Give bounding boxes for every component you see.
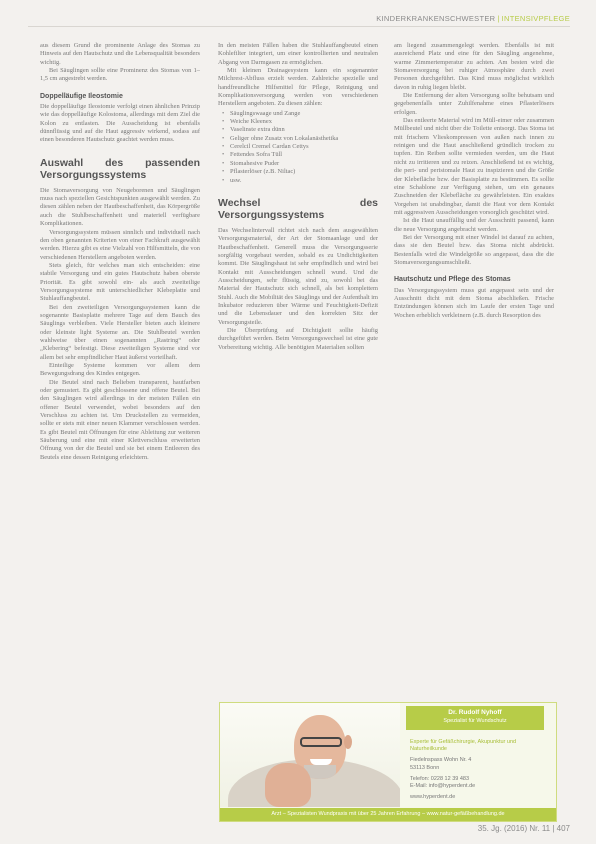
page-number: 35. Jg. (2016) Nr. 11 | 407 bbox=[477, 824, 570, 833]
list-item: • Cerelcil Cremel Cardan Cettys bbox=[230, 143, 378, 151]
doctor-name: Dr. Rudolf Nyhoff bbox=[448, 709, 502, 716]
ad-specialty: Experte für Gefäßchirurgie, Akupunktur und Naturheilkunde bbox=[410, 739, 517, 753]
ad-website-link[interactable]: www.hyperdent.de bbox=[410, 794, 456, 801]
glasses-shape bbox=[300, 737, 342, 747]
advertisement-box[interactable] bbox=[219, 702, 557, 822]
paragraph: In den meisten Fällen haben die Stuhlauffangbeutel einen Kohlefilter integriert, um einer kontrollierten und neutralen Abgang von Darmgasen zu ermöglichen. bbox=[218, 42, 378, 66]
ad-address-line: Fiedelnspass Wohn Nr. 4 bbox=[410, 757, 472, 764]
section-name: INTENSIVPFLEGE bbox=[501, 14, 570, 23]
list-item: • Fettendes Sofra Tüll bbox=[230, 151, 378, 159]
paragraph: Mit kleinen Drainagesystem kann ein sogenannter Milchrest-Abfluss erzielt werden. Zahlreiche spezielle und handfreundliche Hilfsmittel für Pflege, Reinigung und Komplikationsversorgung werden von verschiedenen Herstellern angeboten. Zu diesen zählen: bbox=[218, 67, 378, 108]
running-header bbox=[376, 14, 570, 23]
list-item: • Stomahesive Puder bbox=[230, 160, 378, 168]
ad-address-line: 53113 Bonn bbox=[410, 764, 440, 771]
subheading-doppellaeufig: Doppelläufige Ileostomie bbox=[40, 92, 123, 100]
paragraph: Versorgungssystem müssen sinnlich und individuell nach den oben genannten Kriterien von einer Fachkraft ausgewählt werden. Hierzu gibt es eine Vielzahl von Hilfsmitteln, die von verschiedenen Herstellern angeboten werden. bbox=[40, 228, 200, 261]
text-column-2 bbox=[218, 42, 378, 352]
subheading-hautschutz: Hautschutz und Pflege des Stomas bbox=[394, 276, 511, 284]
paragraph: Die doppelläufige Ileostomie verfolgt einen ähnlichen Prinzip wie das doppelläufige Kolostoma, allerdings mit dem Ziel die Kolon zu entlasten. Die Ausscheidung ist ebenfalls dünnflüssig und auf die Haut aggressiv wirkend, sodass auf einen besonderen Hautschutz geachtet werden muss. bbox=[40, 103, 200, 144]
paragraph: Ist die Haut unauffällig und der Ausschnitt passend, kann die neue Versorgung angebracht werden. bbox=[394, 217, 554, 233]
list-item: • Weiche Kleenex bbox=[230, 118, 378, 126]
doctor-portrait-image bbox=[220, 703, 400, 807]
supplies-list bbox=[218, 110, 378, 185]
ad-footer-banner: Arzt – Spezialisten Wundpraxis mit über 25 Jahren Erfahrung – www.natur-gefäßbehandlung.de bbox=[220, 808, 556, 821]
heading-auswahl: Auswahl des passenden Versorgungssystems bbox=[40, 156, 200, 182]
paragraph: Die Beutel sind nach Belieben transparent, hautfarben oder gemustert. Es gibt geschlossene und offene Beutel. Bei den Säuglingen wird allerdings in der meisten Fällen ein offener Beutel verwendet, wobei besonders auf den Verschluss zu achten ist. Um Druckstellen zu vermeiden, sollte er stets mit einer neuen Klammer verschlossen werden. Es gibt Beutel mit Öffnungen für eine Ableitung zur weiteren Säuberung und eine mit einer Klettverschluss erweiterten Öffnung von der die Beutel und sie bei einem Entleeren des Beutels eine dessen Reinigung erleichtern. bbox=[40, 378, 200, 461]
heading-wechsel: Wechsel des Versorgungssystems bbox=[218, 196, 378, 222]
hand-shape bbox=[265, 763, 311, 807]
text-column-3 bbox=[394, 42, 554, 320]
list-item: • Pflasterlöser (z.B. Niltac) bbox=[230, 168, 378, 176]
paragraph: aus diesem Grund die prominente Anlage des Stomas zu Hinweis auf den Hautschutz und die Lebensqualität besonders wichtig. bbox=[40, 42, 200, 66]
paragraph: Bei den zweiteiligen Versorgungssystemen kann die sogenannte Basisplatte mehrere Tage auf dem Bauch des Säuglings verbleiben. Viele Hersteller bieten auch kleinere oder kleinste light Systeme an. Die Stuhlbeutel werden wahlweise über einen sogenannten „Rastring“ oder „Klebering“ befestigt. Diese zweiteiligen Systeme sind vor allem bei sehr empfindlicher Haut äußerst vorteilhaft. bbox=[40, 303, 200, 361]
paragraph: Die Überprüfung auf Dichtigkeit sollte häufig durchgeführt werden. Beim Versorgungswechsel ist eine gute Vorbereitung wichtig. Alle benötigten Materialien sollten bbox=[218, 326, 378, 351]
paragraph: Stets gleich, für welches man sich entscheiden: eine stabile Versorgung und ein gutes Hautschutz haben oberste Priorität. Es gibt sowohl ein- als auch zweiteilige Versorgungssysteme mit unterschiedlicher Klebeplatte und Stuhlauffangbeutel. bbox=[40, 261, 200, 303]
paragraph: Einteilige Systeme kommen vor allem dem Bewegungsdrang des Kindes entgegen. bbox=[40, 362, 200, 378]
list-item: • usw. bbox=[230, 177, 378, 185]
ad-phone: Telefon: 0228 12 39 483 bbox=[410, 775, 470, 782]
paragraph: am liegend zusammengelegt werden. Ebenfalls ist mit ausreichend Platz und eine für den Säugling angenehme, warme Zimmertemperatur zu achten. Am besten wird die Stomaversorgung bei ruhiger Atmosphäre durch zwei Personen durchgeführt. Das Kind muss möglichst wirklich davon in ruhig liegen bleibt. bbox=[394, 42, 554, 91]
ad-contact-info bbox=[410, 739, 550, 801]
journal-name: KINDERKRANKENSCHWESTER bbox=[376, 14, 496, 23]
paragraph: Die Stomaversorgung von Neugeborenen und Säuglingen muss nach speziellen Gesichtspunkten ausgewählt werden. Zu diesen zählen neben der Hautbeschaffenheit, das Körpergröße auch die Stuhlbeschaffenheit und materiell verfügbare Komplikationen. bbox=[40, 186, 200, 228]
paragraph: Das Versorgungssystem muss gut angepasst sein und der Ausschnitt dicht mit dem Stoma abschließen. Frische Entzündungen können sich im Laufe der ersten Tage und Wochen erheblich verkleinern (z.B. durch Resorption des bbox=[394, 286, 554, 319]
ad-email[interactable]: E-Mail: info@hyperdent.de bbox=[410, 783, 476, 790]
paragraph: Das Wechselintervall richtet sich nach dem ausgewählten Versorgungsmaterial, der Art der Stomaanlage und der Hautbeschaffenheit. Generell muss die Versorgungsserie sorgfältig vorgebaut werden, sobald es zu Undichtigkeiten kommt. Die Säuglingshaut ist sehr empfindlich und wird bei Kontakt mit Ausscheidungen schnell wund. Und die Ausscheidungen, sehr flüssig, sind zu, sowohl bei das Material der Hautschutz sich schnell, als bei komplettem Stuhl. Auch die Mobilität des Säuglings und der Aufenthalt im Inkubator reduzieren über Wärme und Feuchtigkeit-Defizit und die Lebensdauer und den korrekten Sitz der Versorgungsteile. bbox=[218, 226, 378, 326]
list-item: • Geliger ohne Zusatz von Lokalanästhetika bbox=[230, 135, 378, 143]
list-item: • Vaselinste extra dünn bbox=[230, 126, 378, 134]
doctor-role: Spezialist für Wundschutz bbox=[443, 718, 507, 724]
paragraph: Bei der Versorgung mit einer Windel ist darauf zu achten, dass sie den Beutel bzw. das Stoma nicht abdrückt. Bestenfalls wird die Windelgröße so angepasst, dass die die Stomaversorgungsumschließt. bbox=[394, 233, 554, 266]
paragraph: Das entleerte Material wird im Müll-eimer oder zusammen Müllbeutel und nicht über die Toilette entsorgt. Das Stoma ist mit frischem Vlieskompressen von außen nach innen zu reinigen und die Haut anschließend gründlich trocken zu tupfen. Ein Reiben sollte vermieden werden, um die Haut nicht zu irritieren und zu reizen. Anschließend ist es wichtig, die peri- und peristomale Haut zu inspizieren und die Größe der Klebefläche bzw. der Basisplatte zu bestimmen. Es sollte eine Schablone zur Verfügung stehen, um ein genaues Zuschneiden der Klebefläche zu gewährleisten. Ein exaktes Vorgehen ist unabdingbar, damit die Haut vor dem Kontakt mit aggressiven Ausscheidungen vorsorglich geschützt wird. bbox=[394, 117, 555, 216]
doctor-name-badge bbox=[406, 706, 544, 730]
header-separator: | bbox=[497, 14, 500, 23]
list-item: • Säuglingswaage und Zange bbox=[230, 110, 378, 118]
text-column-1 bbox=[40, 42, 200, 462]
paragraph: Die Entfernung der alten Versorgung sollte behutsam und gegebenenfalls unter Zuhilfenahme eines Pflasterlösers erfolgen. bbox=[394, 92, 554, 116]
paragraph: Bei Säuglingen sollte eine Prominenz des Stomas von 1–1,5 cm angestrebt werden. bbox=[40, 67, 200, 83]
header-rule bbox=[28, 26, 570, 27]
